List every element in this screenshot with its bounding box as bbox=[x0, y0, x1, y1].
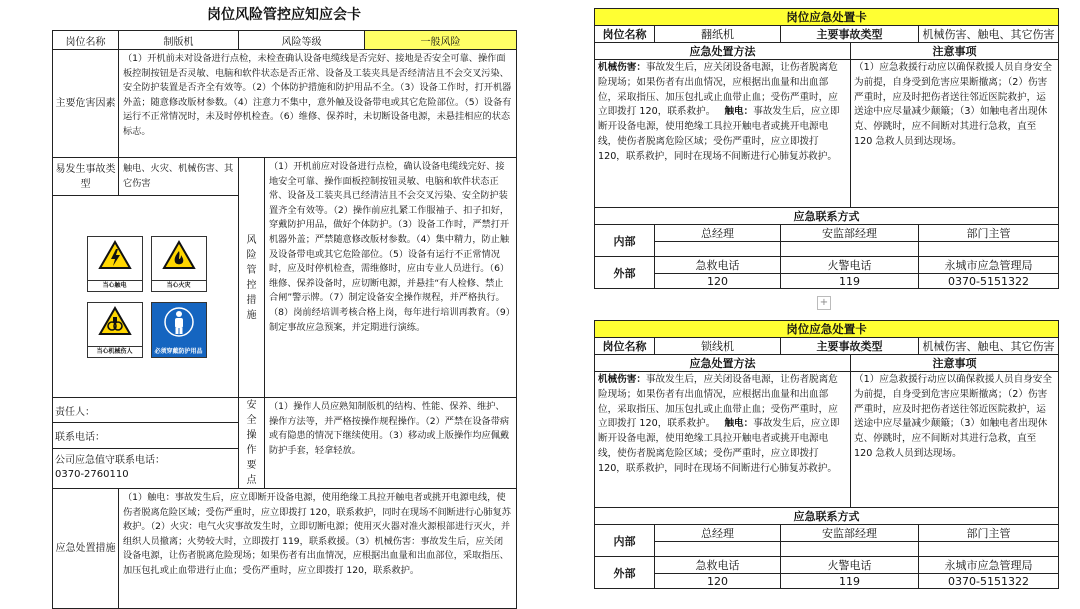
external-label: 外部 bbox=[595, 257, 655, 289]
external-number: 119 bbox=[781, 274, 919, 289]
risk-control-card bbox=[52, 0, 516, 609]
card-title: 岗位风险管控应知应会卡 bbox=[207, 7, 361, 23]
risk-control-text: （1）开机前应对设备进行点检，确认设备电缆线完好、接地安全可靠、操作面板控制按钮灵敏、电脑和软件状态正常、设备及工装夹具已经清洁且不会交叉污染、安全防护装置齐全有效等。（2）操作前应扎紧工作服袖子、扣子扣好，穿戴防护用品，做好个体防护。（3）设备工作时，严禁打开机器外盖；严禁随意修改版材参数。（4）集中精力，防止触及设备带电或其它危险部位。（5）设备有运行不正常情况时，应及时停机检查，需维修时，应由专业人员进行。（6）维修、保养设备时，应切断电源，并悬挂“有人检修、禁止合闸”警示牌。（7）制定设备安全操作规程，并严格执行。（8）岗前经培训考核合格上岗，每年进行培训再教育。（9）制定事故应急预案，并定期进行演练。 bbox=[265, 158, 517, 398]
method-header: 应急处置方法 bbox=[595, 355, 851, 372]
internal-label: 内部 bbox=[595, 225, 655, 257]
emergency-label: 应急处置措施 bbox=[53, 489, 119, 609]
external-name: 永城市应急管理局 bbox=[919, 557, 1059, 574]
electric-shock-sign: 当心触电 bbox=[87, 236, 143, 292]
internal-role: 安监部经理 bbox=[781, 225, 919, 242]
method-mech-text: 事故发生后，应关闭设备电源，让伤者脱离危险现场；如果伤者有出血情况，应根据出血量和出血部位，采取指压、加压包扎或止血带止血；受伤严重时，应立即拨打 120，联系救护。 bbox=[598, 374, 838, 430]
external-number: 0370-5151322 bbox=[919, 274, 1059, 289]
main-accident-label: 主要事故类型 bbox=[781, 338, 919, 355]
internal-role: 部门主管 bbox=[919, 225, 1059, 242]
post-name-label: 岗位名称 bbox=[595, 26, 655, 43]
notes-header: 注意事项 bbox=[851, 43, 1059, 60]
emergency-card-1 bbox=[594, 8, 1058, 289]
post-name-label: 岗位名称 bbox=[53, 31, 119, 50]
external-name: 火警电话 bbox=[781, 557, 919, 574]
internal-role: 总经理 bbox=[655, 225, 781, 242]
external-number: 0370-5151322 bbox=[919, 574, 1059, 589]
method-text bbox=[595, 372, 851, 508]
fire-sign: 当心火灾 bbox=[151, 236, 207, 292]
notes-header: 注意事项 bbox=[851, 355, 1059, 372]
company-contact bbox=[53, 448, 239, 488]
accident-type-label: 易发生事故类型 bbox=[53, 158, 119, 196]
method-elec-label: 触电： bbox=[724, 418, 754, 430]
card-title: 岗位应急处置卡 bbox=[595, 321, 1059, 338]
risk-level-value: 一般风险 bbox=[365, 31, 517, 50]
contact-header: 应急联系方式 bbox=[595, 508, 1059, 525]
emergency-table bbox=[594, 8, 1059, 289]
post-name-label: 岗位名称 bbox=[595, 338, 655, 355]
fire-warning-icon bbox=[162, 240, 196, 270]
post-name-value: 翻纸机 bbox=[655, 26, 781, 43]
wear-protective-gear-icon bbox=[162, 306, 196, 338]
external-number: 119 bbox=[781, 574, 919, 589]
risk-level-label: 风险等级 bbox=[239, 31, 365, 50]
risk-control-table bbox=[52, 30, 517, 609]
external-number: 120 bbox=[655, 274, 781, 289]
responsible-label: 责任人： bbox=[53, 398, 239, 423]
card-title: 岗位应急处置卡 bbox=[595, 9, 1059, 26]
external-name: 急救电话 bbox=[655, 257, 781, 274]
emergency-text: （1）触电：事故发生后，应立即断开设备电源，使用绝缘工具拉开触电者或挑开电源电线，使伤者脱离危险区域；受伤严重时，应立即拨打 120，联系救护，同时在现场不间断进行心肺复苏救护。（2）火灾：电气火灾事故发生时，立即切断电源；使用灭火器对准火源根部进行灭火，并组织人员撤离；火势较大时，立即拨打 119，联系救援。（3）机械伤害：事故发生后，应关闭设备电源，让伤者脱离危险现场；如果伤者有出血情况，应根据出血量和出血部位，采取指压、加压包扎或止血带进行止血；受伤严重时，应立即拨打 120，联系救护。 bbox=[119, 489, 517, 609]
emergency-table bbox=[594, 320, 1059, 589]
company-contact-value: 0370-2760110 bbox=[55, 469, 129, 481]
contact-label: 联系电话： bbox=[53, 423, 239, 448]
electric-shock-warning-icon bbox=[98, 240, 132, 270]
method-elec-text: 事故发生后，应立即断开设备电源，使用绝缘工具拉开触电者或挑开电源电线，使伤者脱离危险区域；受伤严重时，应立即拨打 120，联系救护，同时在现场不间断进行心肺复苏救护。 bbox=[598, 106, 840, 162]
risk-control-label: 风险管控措施 bbox=[239, 158, 265, 398]
accident-type-value: 触电、火灾、机械伤害、其它伤害 bbox=[119, 158, 239, 196]
method-mech-text: 事故发生后，应关闭设备电源，让伤者脱离危险现场；如果伤者有出血情况，应根据出血量和出血部位，采取指压、加压包扎或止血带止血；受伤严重时，应立即拨打 120，联系救护。 bbox=[598, 62, 838, 118]
contact-header: 应急联系方式 bbox=[595, 208, 1059, 225]
mechanical-injury-sign: 当心机械伤人 bbox=[87, 302, 143, 358]
internal-role: 部门主管 bbox=[919, 525, 1059, 542]
internal-label: 内部 bbox=[595, 525, 655, 557]
method-mech-label: 机械伤害： bbox=[598, 374, 646, 385]
mechanical-injury-warning-icon bbox=[98, 306, 132, 336]
external-number: 120 bbox=[655, 574, 781, 589]
notes-text: （1）应急救援行动应以确保救援人员自身安全为前提，自身受到危害应果断撤离；（2）伤害严重时，应及时把伤者送往邻近医院救护，运送途中应尽量减少颠簸；（3）如触电者出现休克、停跳时，应不间断对其进行急救，直至 120 急救人员到达现场。 bbox=[851, 372, 1059, 508]
post-name-value: 锁线机 bbox=[655, 338, 781, 355]
method-elec-text: 事故发生后，应立即断开设备电源，使用绝缘工具拉开触电者或挑开电源电线，使伤者脱离危险区域；受伤严重时，应立即拨打 120，联系救护，同时在现场不间断进行心肺复苏救护。 bbox=[598, 418, 840, 474]
safety-points-label: 安全操作要点 bbox=[239, 398, 265, 489]
main-accident-value: 机械伤害、触电、其它伤害 bbox=[919, 26, 1059, 43]
external-name: 火警电话 bbox=[781, 257, 919, 274]
post-name-value: 制版机 bbox=[119, 31, 239, 50]
main-accident-label: 主要事故类型 bbox=[781, 26, 919, 43]
method-text bbox=[595, 60, 851, 208]
internal-role: 安监部经理 bbox=[781, 525, 919, 542]
external-name: 急救电话 bbox=[655, 557, 781, 574]
notes-text: （1）应急救援行动应以确保救援人员自身安全为前提，自身受到危害应果断撤离；（2）伤害严重时，应及时把伤者送往邻近医院救护，运送途中应尽量减少颠簸；（3）如触电者出现休克、停跳时，应不间断对其进行急救，直至 120 急救人员到达现场。 bbox=[851, 60, 1059, 208]
method-header: 应急处置方法 bbox=[595, 43, 851, 60]
main-hazard-text: （1）开机前未对设备进行点检，未检查确认设备电缆线是否完好、接地是否安全可靠、操作面板控制按钮是否灵敏、电脑和软件状态是否正常、设备及工装夹具是否经清洁且不会交叉污染、安全防护装置是否齐全有效等。（2）个体防护措施和防护用品不全。（3）设备工作时，打开机器外盖；随意修改版材参数。（4）注意力不集中，意外触及设备带电或其它危险部位。（5）设备有运行不正常情况时，未及时停机检查。（6）维修、保养时，未切断设备电源，未悬挂相应的状态标志。 bbox=[119, 50, 517, 158]
method-elec-label: 触电： bbox=[724, 106, 754, 118]
safety-points-text: （1）操作人员应熟知制版机的结构、性能、保养、维护、操作方法等，并严格按操作规程操作。（2）严禁在设备带病或有隐患的情况下继续使用。（3）移动或上版操作均应佩戴防护手套，轻拿轻放。 bbox=[265, 398, 517, 489]
company-contact-label: 公司应急值守联系电话： bbox=[55, 455, 165, 467]
protective-gear-sign: 必须穿戴防护用品 bbox=[151, 302, 207, 358]
external-name: 永城市应急管理局 bbox=[919, 257, 1059, 274]
safety-signs-panel bbox=[53, 196, 239, 398]
internal-role: 总经理 bbox=[655, 525, 781, 542]
main-hazard-label: 主要危害因素 bbox=[53, 50, 119, 158]
emergency-card-2 bbox=[594, 320, 1058, 589]
external-label: 外部 bbox=[595, 557, 655, 589]
method-mech-label: 机械伤害： bbox=[598, 62, 646, 73]
main-accident-value: 机械伤害、触电、其它伤害 bbox=[919, 338, 1059, 355]
expand-icon[interactable]: + bbox=[817, 296, 831, 310]
